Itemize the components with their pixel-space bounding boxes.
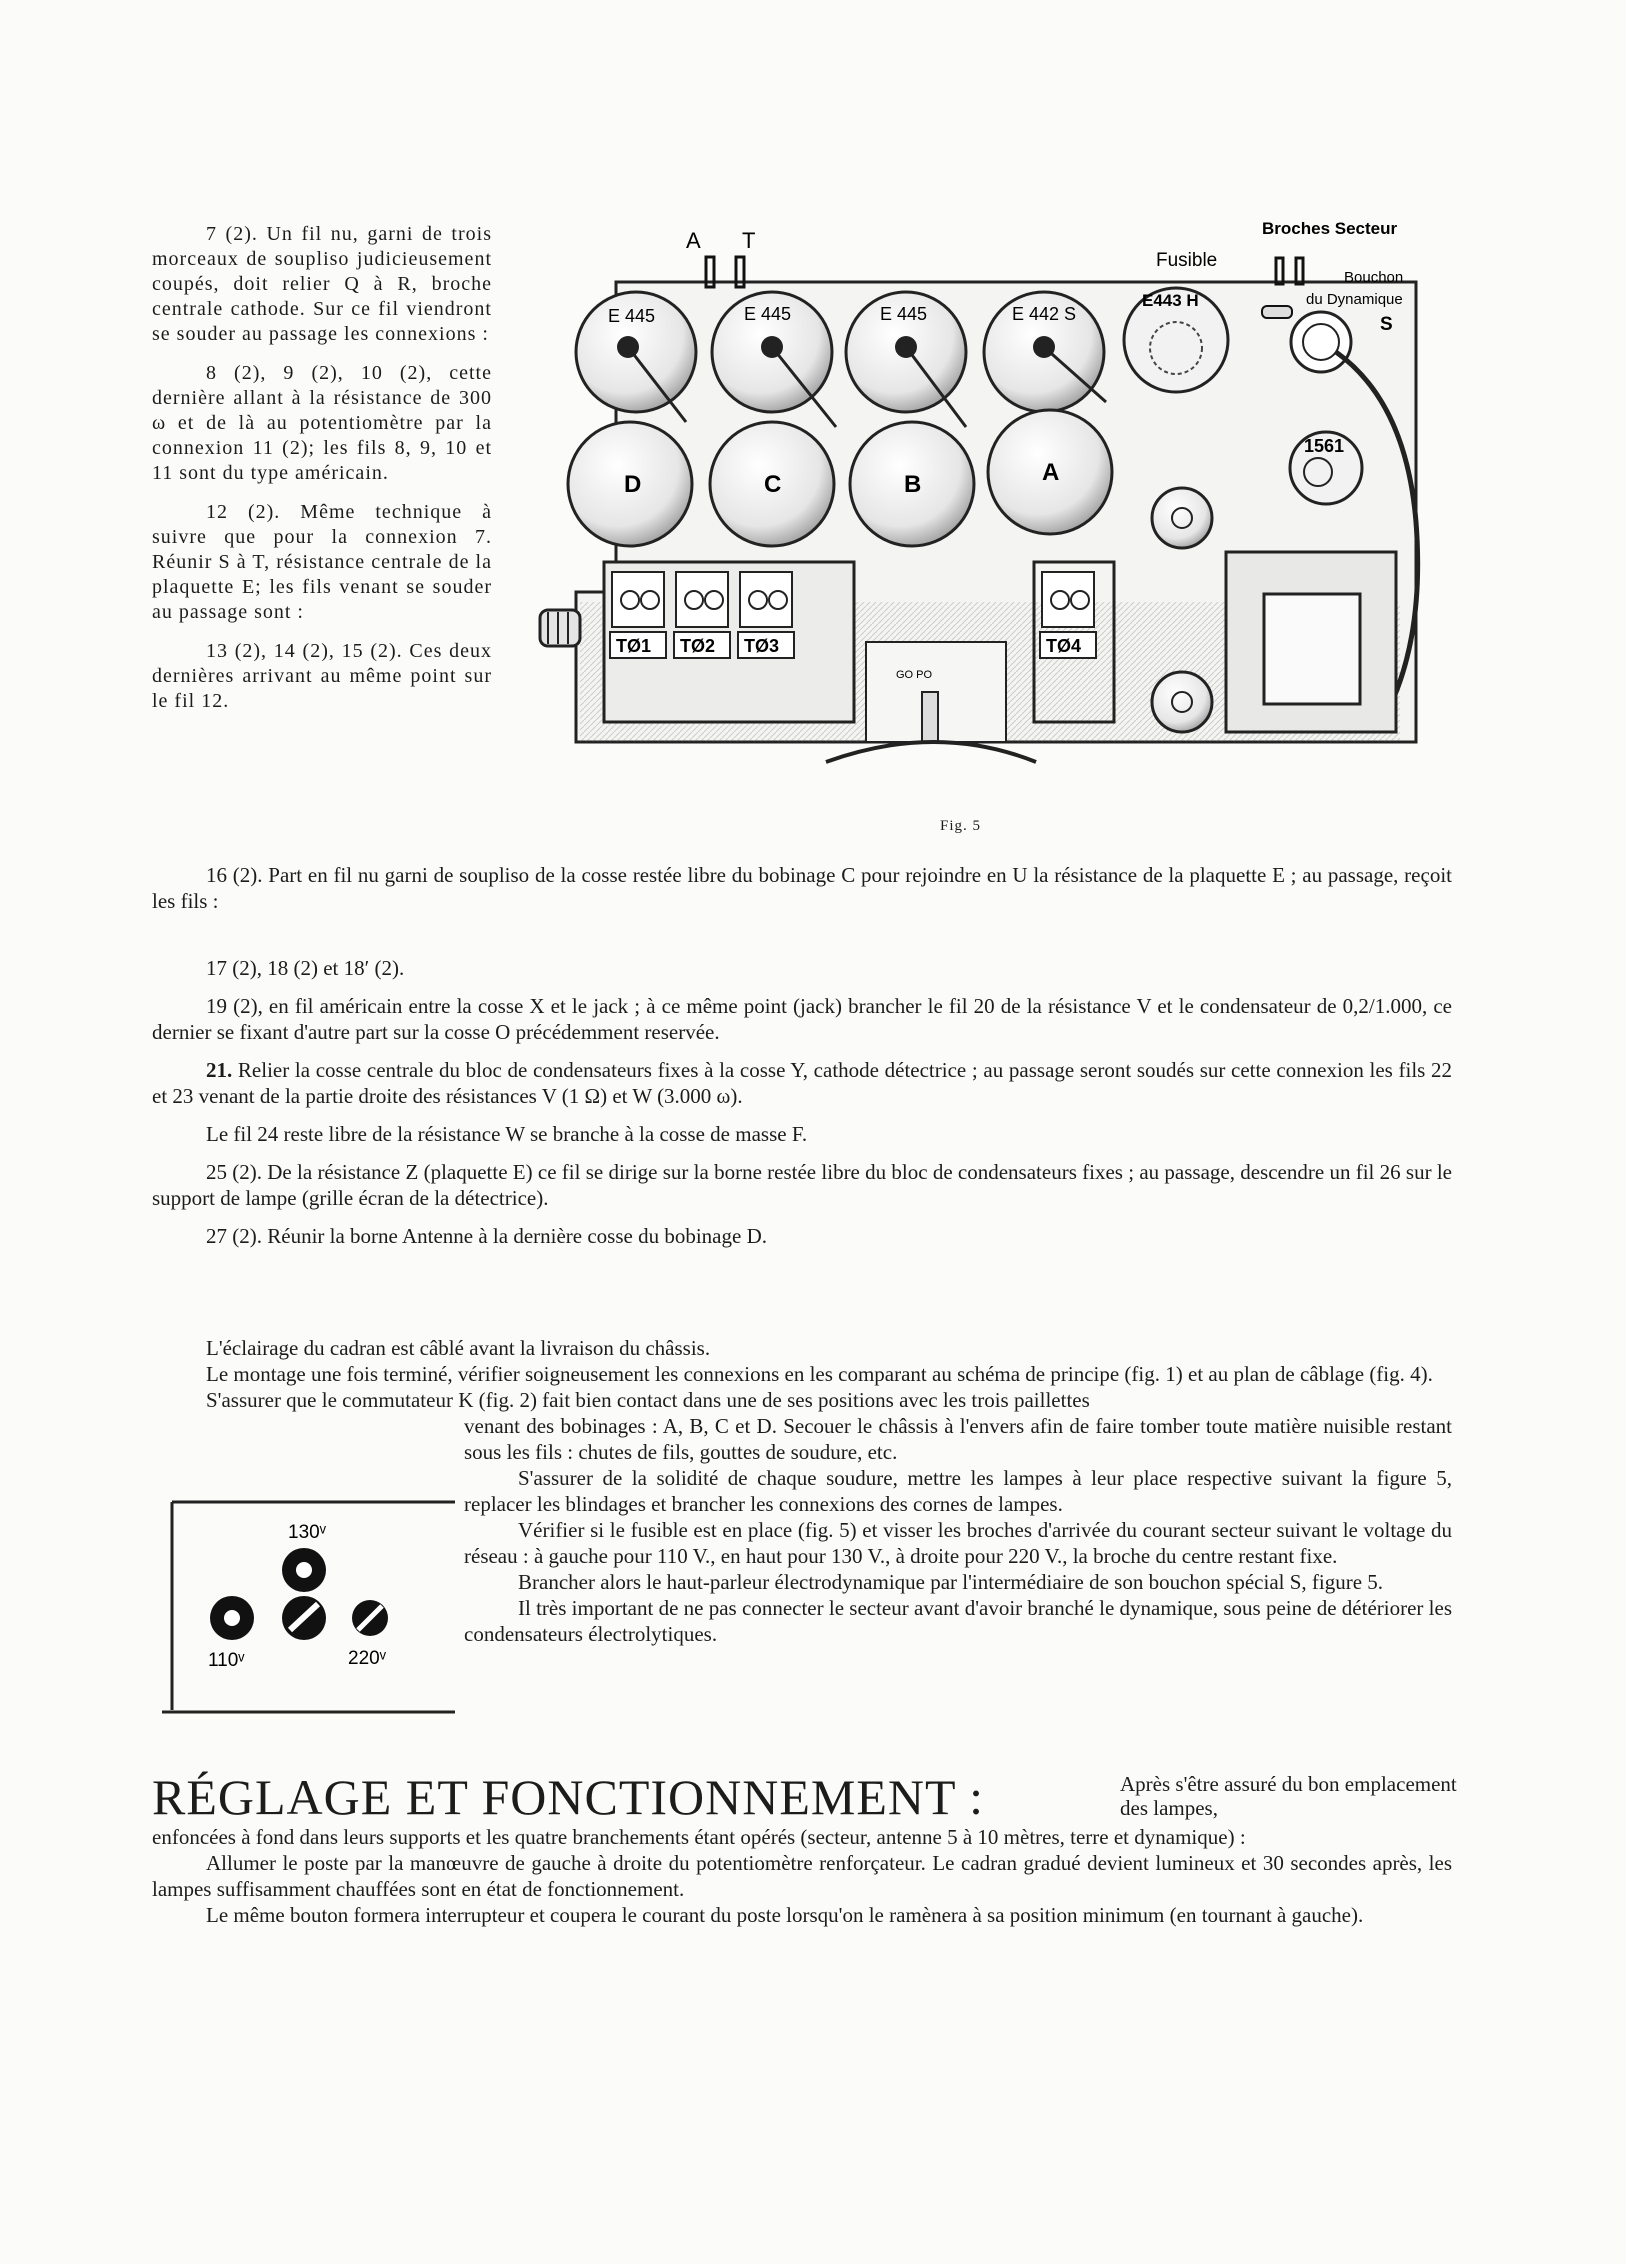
reglage-intro: Après s'être assuré du bon emplacement des lampes, [1120,1772,1457,1820]
coil-a [988,410,1112,534]
label-s: S [1380,314,1393,335]
paragraph-important: Il très important de ne pas connecter le secteur avant d'avoir branché le dynamique, sous peine de détériorer les condensateurs électrolytiques. [464,1596,1452,1646]
paragraph-16-block [152,862,1452,914]
voltage-label-220: 220ᵛ [348,1648,386,1669]
paragraph-25: 25 (2). De la résistance Z (plaquette E) ce fil se dirige sur la borne restée libre du bloc de condensateurs fixes ; au passage, descendre un fil 26 sur le support de lampe (grille écran de la détectrice). [152,1160,1452,1210]
coil-c [710,422,834,546]
coil-label-b: B [904,471,922,498]
tube-label-5: E443 H [1142,291,1199,310]
paragraph-eclairage: L'éclairage du cadran est câblé avant la livraison du châssis. [206,1336,711,1360]
paragraph-24: Le fil 24 reste libre de la résistance W se branche à la cosse de masse F. [206,1122,808,1146]
paragraph-21-number: 21. [206,1058,233,1082]
trimmer-3 [738,572,794,658]
trimmer-label-3: TØ3 [744,636,780,656]
body-block [152,955,1452,1261]
reglage-paragraph-3: Le même bouton formera interrupteur et coupera le courant du poste lorsqu'on le ramènera à sa position minimum (en tournant à gauche). [206,1903,1364,1927]
label-go-po: GO PO [896,669,933,681]
tube-label-4: E 442 S [1012,304,1077,324]
paragraph-soudure: S'assurer de la solidité de chaque soudure, mettre les lampes à leur place respective suivant la figure 5, replacer les blindages et brancher les connexions des cornes de lampes. [464,1466,1452,1516]
pin-220 [352,1600,388,1636]
label-bouchon: Bouchon [1344,269,1404,286]
trimmer-label-2: TØ2 [680,636,716,656]
paragraph-13: 13 (2), 14 (2), 15 (2). Ces deux dernières arrivant au même point sur le fil 12. [152,640,492,712]
reglage-paragraph-1: enfoncées à fond dans leurs supports et les quatre branchements étant opérés (secteur, antenne 5 à 10 mètres, terre et dynamique) : [152,1825,1246,1849]
tube-1561 [1290,432,1362,504]
trimmer-1 [610,572,666,658]
paragraph-21-text: Relier la cosse centrale du bloc de condensateurs fixes à la cosse Y, cathode détectrice ; au passage seront soudés sur cette connexion les fils 22 et 23 venant de la partie droite des résistances V (1 Ω) et W (3.000 ω). [152,1058,1452,1108]
paragraph-fusible: Vérifier si le fusible est en place (fig. 5) et visser les broches d'arrivée du courant secteur suivant le voltage du réseau : à gauche pour 110 V., en haut pour 130 V., à droite pour 220 V., la broche du centre restant fixe. [464,1518,1452,1568]
paragraph-16: 16 (2). Part en fil nu garni de soupliso de la cosse restée libre du bobinage C pour rejoindre en U la résistance de la plaquette E ; au passage, reçoit les fils : [152,863,1452,913]
figure-5-chassis [536,222,1456,812]
voltage-selector-figure [160,1500,455,1718]
power-transformer [1226,552,1396,732]
paragraph-17: 17 (2), 18 (2) et 18′ (2). [206,956,405,980]
paragraph-8: 8 (2), 9 (2), 10 (2), cette dernière allant à la résistance de 300 ω et de là au potentiomètre par la connexion 11 (2); les fils 8, 9, 10 et 11 sont du type américain. [152,362,492,484]
antenna-terminals [686,228,755,287]
tube-e443h [1124,288,1228,392]
paragraph-haut-parleur: Brancher alors le haut-parleur électrodynamique par l'intermédiaire de son bouchon spécial S, figure 5. [518,1570,1384,1594]
paragraph-commutateur: S'assurer que le commutateur K (fig. 2) fait bien contact dans une de ses positions avec les trois paillettes [206,1388,1090,1412]
coil-d [568,422,692,546]
coil-label-a: A [1042,459,1060,486]
section-heading: RÉGLAGE ET FONCTIONNEMENT : [152,1769,985,1825]
trimmer-2 [674,572,730,658]
potentiometer-knob [540,610,580,646]
label-t: T [742,228,756,253]
fuse [1262,306,1292,318]
trimmer-4 [1040,572,1096,658]
voltage-label-130: 130ᵛ [288,1522,326,1543]
reglage-paragraph-2: Allumer le poste par la manœuvre de gauche à droite du potentiomètre renforçateur. Le cadran gradué devient lumineux et 30 secondes après, les lampes suffisamment chauffées sont en état de fonctionnement. [152,1851,1452,1901]
trimmer-label-4: TØ4 [1046,636,1082,656]
trimmer-label-1: TØ1 [616,636,652,656]
coil-label-d: D [624,471,642,498]
figure-5-caption: Fig. 5 [940,818,982,834]
coil-label-c: C [764,471,782,498]
label-fusible: Fusible [1156,250,1218,271]
paragraph-12: 12 (2). Même technique à suivre que pour la connexion 7. Réunir S à T, résistance centrale de la plaquette E; les fils venant se souder au passage sont : [152,501,492,623]
label-a: A [686,228,701,253]
paragraph-19: 19 (2), en fil américain entre la cosse X et le jack ; à ce même point (jack) brancher le fil 20 de la résistance V et le condensateur de 0,2/1.000, ce dernier se fixant d'autre part sur la cosse O précédemment reservée. [152,994,1452,1044]
label-broches: Broches Secteur [1262,222,1398,238]
tube-label-2: E 445 [744,304,792,324]
pin-130 [282,1548,326,1592]
tube-label-1561: 1561 [1304,436,1345,456]
pin-110 [210,1596,254,1640]
coil-b [850,422,974,546]
tube-e442s [984,292,1106,412]
paragraph-commutateur-cont: venant des bobinages : A, B, C et D. Secouer le châssis à l'envers afin de faire tomber toute matière nuisible restant sous les fils : chutes de fils, gouttes de soudure, etc. [464,1414,1452,1464]
paragraph-montage: Le montage une fois terminé, vérifier soigneusement les connexions en les comparant au schéma de principe (fig. 1) et au plan de câblage (fig. 4). [206,1362,1433,1386]
tube-label-3: E 445 [880,304,928,324]
paragraph-21 [152,1057,1452,1109]
tube-label-1: E 445 [608,306,656,326]
voltage-label-110: 110ᵛ [208,1650,245,1671]
pin-center [282,1596,326,1640]
left-column [152,222,492,728]
paragraph-27: 27 (2). Réunir la borne Antenne à la dernière cosse du bobinage D. [206,1224,767,1248]
label-du-dynamique: du Dynamique [1306,291,1403,308]
paragraph-7: 7 (2). Un fil nu, garni de trois morceaux de soupliso judicieusement coupés, doit relier Q à R, broche centrale cathode. Sur ce fil viendront se souder au passage les connexions : [152,223,492,345]
reglage-section [152,1769,1457,1928]
